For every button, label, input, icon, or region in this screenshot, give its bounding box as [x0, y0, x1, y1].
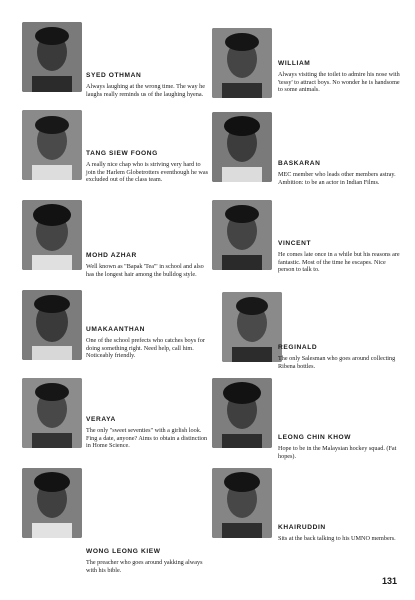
student-name: UMAKAANTHAN — [86, 326, 145, 333]
student-photo — [212, 28, 272, 98]
caption — [278, 524, 400, 543]
student-description: Hope to be in the Malaysian hockey squad. (Fat hopes). — [278, 445, 397, 460]
right-column — [212, 0, 402, 600]
student-name: VINCENT — [278, 240, 312, 247]
student-description: He comes late once in a while but his reasons are fantastic. Most of the time he escapes. Nice person to talk to. — [278, 251, 400, 274]
student-photo — [22, 468, 82, 538]
caption — [278, 434, 400, 460]
student-photo — [212, 378, 272, 448]
student-description: Always visiting the toilet to admire his nose with 'tessy' to attract boys. No wonder he is handsome to some animals. — [278, 71, 400, 94]
student-description: Sits at the back talking to his UMNO members. — [278, 535, 396, 542]
student-photo — [212, 468, 272, 538]
student-description: One of the school prefects who catches boys for doing something right. Need help, call him. Noticeably friendly. — [86, 337, 205, 360]
caption — [86, 150, 208, 184]
student-name: SYED OTHMAN — [86, 72, 142, 79]
caption — [278, 344, 400, 370]
student-photo — [22, 110, 82, 180]
student-photo — [22, 378, 82, 448]
caption — [278, 160, 400, 186]
caption — [86, 326, 208, 360]
caption — [86, 72, 208, 98]
student-photo — [212, 200, 272, 270]
student-photo — [222, 292, 282, 362]
student-name: VERAYA — [86, 416, 116, 423]
student-description: Well known as "Bapak 'Tea'" in school and also has the longest hair among the bulldog style. — [86, 263, 204, 278]
student-name: REGINALD — [278, 344, 318, 351]
caption — [278, 60, 400, 94]
student-name: BASKARAN — [278, 160, 321, 167]
caption — [86, 252, 208, 278]
student-description: The preacher who goes around yakking always with his bible. — [86, 559, 203, 574]
student-photo — [22, 22, 82, 92]
student-photo — [212, 112, 272, 182]
student-name: KHAIRUDDIN — [278, 524, 326, 531]
left-column — [22, 0, 212, 600]
student-description: Always laughing at the wrong time. The way he laughs really reminds us of the laughing hyena. — [86, 83, 205, 98]
student-name: WILLIAM — [278, 60, 311, 67]
student-description: A really nice chap who is striving very hard to join the Harlem Globetrotters eventhough he was excluded out of the class team. — [86, 161, 208, 184]
student-name: MOHD AZHAR — [86, 252, 137, 259]
page-number: 131 — [381, 576, 397, 586]
student-photo — [22, 200, 82, 270]
caption — [278, 240, 400, 274]
student-photo — [22, 290, 82, 360]
student-description: The only "sweet seventies" with a girlish look. Fing a date, anyone? Aims to obtain a distinction in Home Science. — [86, 427, 208, 450]
student-name: WONG LEONG KIEW — [86, 548, 161, 555]
student-name: LEONG CHIN KHOW — [278, 434, 352, 441]
caption — [86, 416, 208, 450]
caption — [86, 548, 208, 574]
student-name: TANG SIEW FOONG — [86, 150, 158, 157]
student-description: MEC member who leads other members astray. Ambition: to be an actor in Indian Films. — [278, 171, 396, 186]
student-description: The only Salesman who goes around collecting Ribena bottles. — [278, 355, 396, 370]
